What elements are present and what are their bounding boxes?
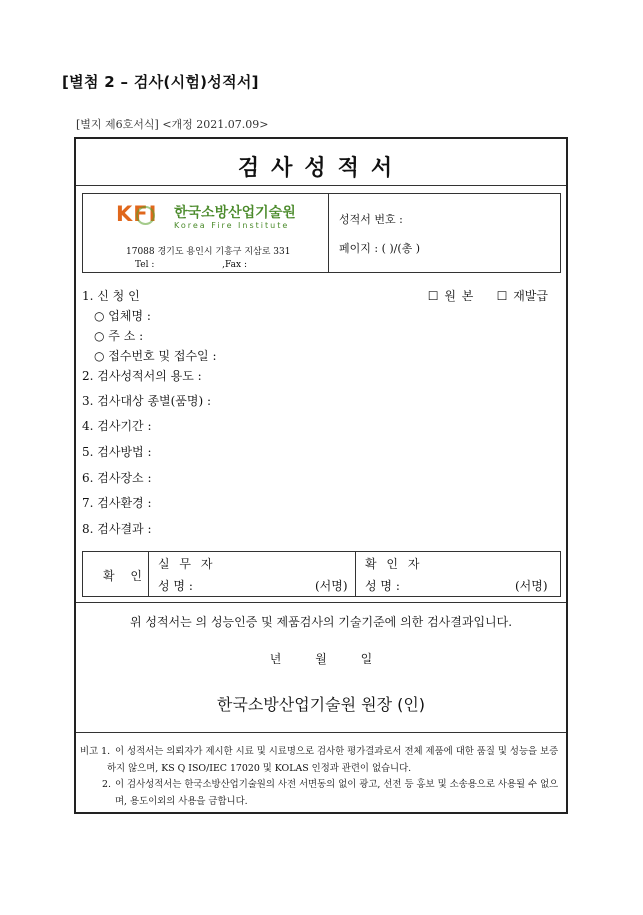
target-field[interactable]: 3. 검사대상 종별(품명) : [82, 394, 212, 408]
notes-lead: 비고 [80, 746, 99, 757]
logo-name-korean: 한국소방산업기술원 [174, 205, 296, 221]
statement-text: 위 성적서는 의 성능인증 및 제품검사의 기술기준에 의한 검사결과입니다. [129, 615, 513, 629]
statement-divider [76, 602, 566, 603]
original-checkbox[interactable]: ☐ 원 본 [427, 289, 474, 303]
certificate-number-field[interactable]: 성적서 번호 : [339, 213, 403, 226]
worker-signature[interactable]: (서명) [315, 579, 348, 593]
notes-section [80, 744, 560, 810]
note-2-number: 2. [102, 779, 111, 790]
header-divider [328, 194, 329, 272]
copy-type-checkboxes [428, 287, 548, 304]
note-1-number: 1. [101, 746, 111, 757]
confirmation-box [82, 551, 561, 597]
notes-divider [76, 732, 566, 733]
result-field[interactable]: 8. 검사결과 : [82, 522, 152, 536]
worker-name-field[interactable]: 성 명 : [158, 579, 193, 593]
page-number-field[interactable]: 페이지 : ( )/(총 ) [339, 242, 421, 255]
logo-name-english: Korea Fire Institute [174, 221, 290, 230]
note-2-text: 이 검사성적서는 한국소방산업기술원의 사전 서면동의 없이 광고, 선전 등 홍보 및 소송용으로 사용될 수 없으며, 용도이외의 사용을 금합니다. [115, 779, 559, 807]
company-name-field[interactable]: ○ 업체명 : [94, 309, 151, 323]
checker-signature[interactable]: (서명) [515, 579, 548, 593]
confirm-divider-1 [148, 552, 149, 596]
president-signature: 한국소방산업기술원 원장 (인) [216, 695, 426, 714]
inspection-report-form [74, 137, 568, 814]
document-title: 검사성적서 [237, 155, 405, 181]
place-field[interactable]: 6. 검사장소 : [82, 471, 152, 485]
method-field[interactable]: 5. 검사방법 : [82, 445, 152, 459]
attachment-title: [별첨 2 – 검사(시험)성적서] [62, 73, 259, 91]
title-divider [76, 185, 566, 186]
address-field[interactable]: ○ 주 소 : [94, 329, 144, 343]
note-1-text: 이 성적서는 의뢰자가 제시한 시료 및 시료명으로 검사한 평가결과로서 전체 제품에 대한 품질 및 성능을 보증하지 않으며, KS Q ISO/IEC 17020 및 KOLAS 인정과 관련이 없습니다. [107, 746, 559, 774]
checker-label: 확 인 자 [365, 557, 423, 571]
note-1 [80, 744, 560, 777]
confirm-label: 확 인 [103, 569, 148, 583]
worker-label: 실 무 자 [158, 557, 216, 571]
flame-ring-icon [136, 206, 155, 225]
reissue-checkbox[interactable]: ☐ 재발급 [496, 289, 548, 303]
kfi-logo: KFI [116, 202, 158, 226]
tel-label: Tel : [135, 260, 155, 270]
purpose-field[interactable]: 2. 검사성적서의 용도 : [82, 369, 202, 383]
institute-address: 17088 경기도 용인시 기흥구 지삼로 331 [126, 247, 291, 257]
header-box [82, 193, 561, 273]
environment-field[interactable]: 7. 검사환경 : [82, 496, 152, 510]
period-field[interactable]: 4. 검사기간 : [82, 419, 152, 433]
fax-label: ,Fax : [222, 260, 247, 270]
receipt-field[interactable]: ○ 접수번호 및 접수일 : [94, 349, 217, 363]
confirm-divider-2 [355, 552, 356, 596]
note-2 [80, 777, 560, 810]
form-reference: [별지 제6호서식] <개정 2021.07.09> [76, 118, 269, 131]
tel-fax [135, 260, 247, 270]
issue-date: 년 월 일 [269, 652, 373, 666]
applicant-label: 1. 신 청 인 [82, 289, 140, 303]
checker-name-field[interactable]: 성 명 : [365, 579, 400, 593]
